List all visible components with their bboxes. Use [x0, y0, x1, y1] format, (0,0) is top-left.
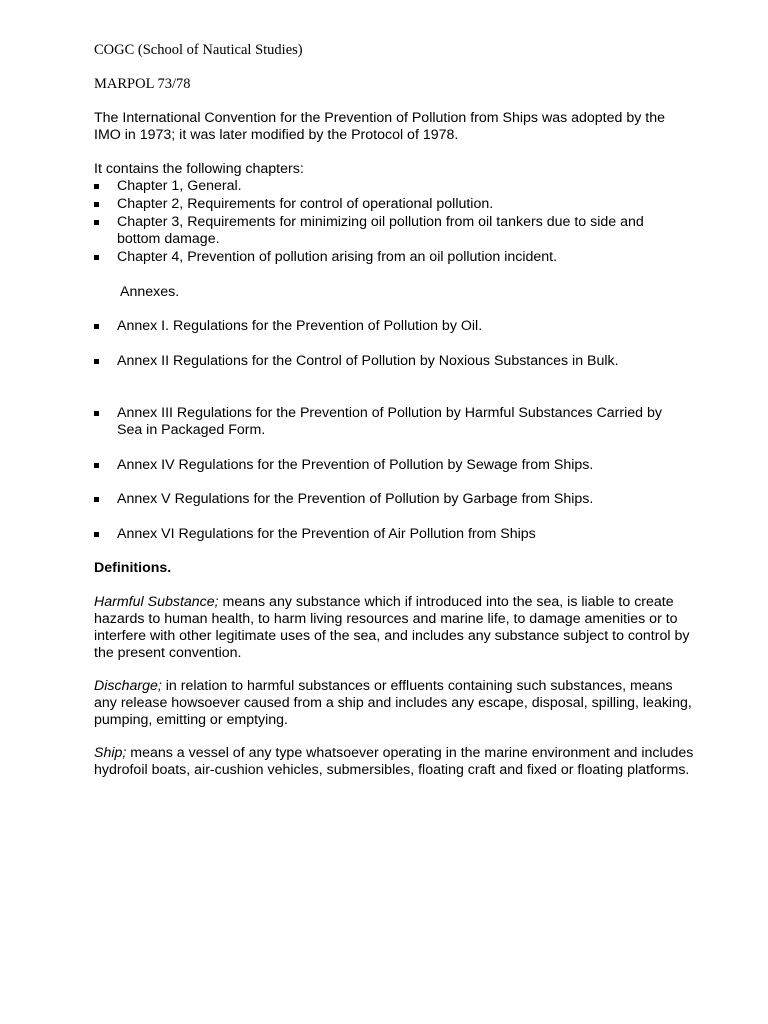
- bullet-icon: [94, 220, 99, 225]
- bullet-icon: [94, 255, 99, 260]
- definition-paragraph: [94, 594, 694, 662]
- bullet-icon: [94, 324, 99, 329]
- chapter-text: Chapter 3, Requirements for minimizing oil pollution from oil tankers due to side and bottom damage.: [117, 214, 644, 247]
- chapter-item: [94, 214, 664, 248]
- chapter-item: [94, 249, 664, 266]
- definition-paragraph: [94, 745, 694, 779]
- definition-text: means a vessel of any type whatsoever operating in the marine environment and includes hydrofoil boats, air-cushion vehicles, submersibles, floating craft and fixed or floating platforms.: [94, 745, 694, 778]
- definition-paragraph: [94, 678, 694, 729]
- annex-text: Annex VI Regulations for the Prevention of Air Pollution from Ships: [117, 526, 536, 542]
- chapter-item: [94, 178, 664, 195]
- annex-text: Annex IV Regulations for the Prevention of Pollution by Sewage from Ships.: [117, 457, 594, 473]
- annexes-label: Annexes.: [120, 284, 180, 300]
- definition-term: Ship;: [94, 745, 127, 761]
- definitions-heading: Definitions.: [94, 560, 172, 576]
- bullet-icon: [94, 463, 99, 468]
- chapter-item: [94, 196, 664, 213]
- intro-paragraph: The International Convention for the Prevention of Pollution from Ships was adopted by the IMO in 1973; it was later modified by the Protocol of 1978.: [94, 110, 665, 143]
- chapter-text: Chapter 1, General.: [117, 178, 242, 194]
- chapter-text: Chapter 4, Prevention of pollution arising from an oil pollution incident.: [117, 249, 558, 265]
- annex-text: Annex I. Regulations for the Prevention of Pollution by Oil.: [117, 318, 483, 334]
- annex-item: [94, 318, 664, 335]
- bullet-icon: [94, 497, 99, 502]
- school-header: COGC (School of Nautical Studies): [94, 42, 303, 58]
- bullet-icon: [94, 411, 99, 416]
- bullet-icon: [94, 202, 99, 207]
- definition-term: Discharge;: [94, 678, 162, 694]
- annex-item: [94, 491, 664, 508]
- definition-text: means any substance which if introduced into the sea, is liable to create hazards to human health, to harm living resources and marine life, to damage amenities or to interfere with other legitimate uses of the sea, and includes any substance subject to control by the present convention.: [94, 594, 690, 661]
- annex-text: Annex V Regulations for the Prevention of Pollution by Garbage from Ships.: [117, 491, 594, 507]
- document-title: MARPOL 73/78: [94, 76, 191, 92]
- annex-item: [94, 353, 664, 370]
- bullet-icon: [94, 359, 99, 364]
- annex-item: [94, 457, 664, 474]
- definition-text: in relation to harmful substances or effluents containing such substances, means any release howsoever caused from a ship and includes any escape, disposal, spilling, leaking, pumping, emitting or emptying.: [94, 678, 692, 728]
- chapters-lead: It contains the following chapters:: [94, 161, 304, 177]
- annex-item: [94, 526, 664, 543]
- annex-text: Annex III Regulations for the Prevention of Pollution by Harmful Substances Carried by Sea in Packaged Form.: [117, 405, 662, 438]
- annex-item: [94, 405, 664, 439]
- chapter-text: Chapter 2, Requirements for control of operational pollution.: [117, 196, 494, 212]
- bullet-icon: [94, 532, 99, 537]
- annex-text: Annex II Regulations for the Control of Pollution by Noxious Substances in Bulk.: [117, 353, 619, 369]
- bullet-icon: [94, 184, 99, 189]
- definition-term: Harmful Substance;: [94, 594, 219, 610]
